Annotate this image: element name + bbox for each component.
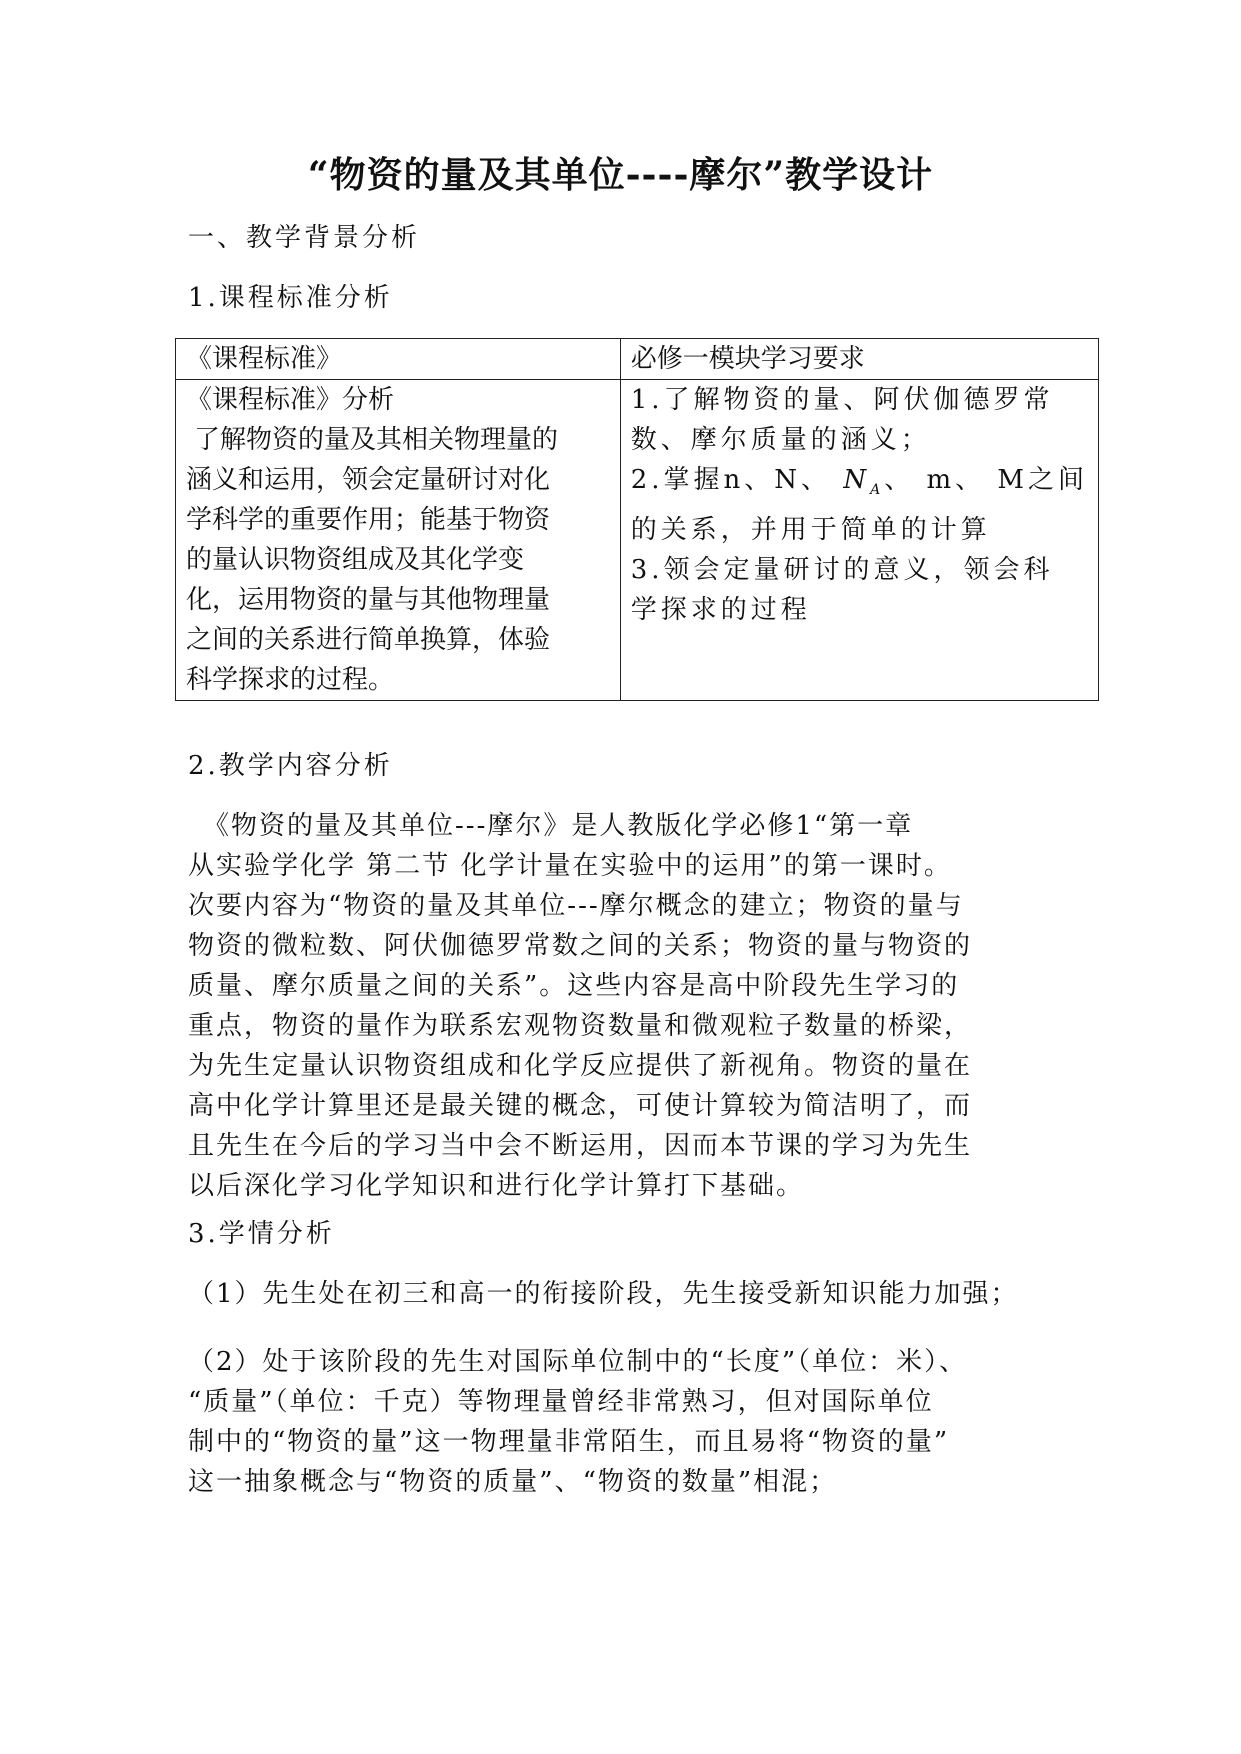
paragraph-line: 质量、摩尔质量之间的关系”。这些内容是高中阶段先生学习的 bbox=[188, 971, 960, 1001]
avogadro-symbol: $N_A$ bbox=[843, 465, 885, 499]
paragraph-line: （2）处于该阶段的先生对国际单位制中的“长度”（单位：米）、 bbox=[188, 1347, 968, 1377]
requirement-line: 1.了解物资的量、阿伏伽德罗常 bbox=[630, 385, 1054, 415]
paragraph-line: 《物资的量及其单位---摩尔》是人教版化学必修1“第一章 bbox=[188, 811, 914, 841]
table-header-cell: 必修一模块学习要求 bbox=[620, 339, 1098, 380]
table-cell-standard-analysis bbox=[176, 380, 621, 701]
paragraph-line: 物资的微粒数、阿伏伽德罗常数之间的关系；物资的量与物资的 bbox=[188, 931, 973, 961]
paragraph-line: 以后深化学习化学知识和进行化学计算打下基础。 bbox=[188, 1171, 805, 1201]
table-header-cell: 《课程标准》 bbox=[176, 339, 621, 380]
subheading-curriculum-standard: 1.课程标准分析 bbox=[188, 283, 393, 313]
paragraph-line: 重点，物资的量作为联系宏观物资数量和微观粒子数量的桥梁， bbox=[188, 1011, 973, 1041]
paragraph-line: 且先生在今后的学习当中会不断运用，因而本节课的学习为先生 bbox=[188, 1131, 973, 1161]
content-analysis-paragraph bbox=[188, 806, 1068, 1206]
requirement-line: 学探求的过程 bbox=[630, 595, 811, 626]
curriculum-standard-table bbox=[175, 338, 1099, 701]
cell-line: 了解物资的量及其相关物理量的 bbox=[194, 425, 559, 455]
paragraph-line: 这一抽象概念与“物资的质量”、“物资的数量”相混； bbox=[188, 1467, 838, 1497]
subheading-content-analysis: 2.教学内容分析 bbox=[188, 751, 393, 781]
table-row bbox=[176, 380, 1099, 701]
cell-heading: 《课程标准》分析 bbox=[186, 385, 395, 415]
table-header-row bbox=[176, 339, 1099, 380]
paragraph-line: “质量”（单位：千克）等物理量曾经非常熟习，但对国际单位 bbox=[188, 1387, 934, 1417]
document-title: “物资的量及其单位----摩尔”教学设计 bbox=[307, 154, 934, 196]
requirement-line bbox=[631, 460, 1088, 510]
paragraph-line: （1）先生处在初三和高一的衔接阶段，先生接受新知识能力加强； bbox=[188, 1279, 1019, 1309]
requirement-line: 数、摩尔质量的涵义； bbox=[630, 425, 931, 455]
requirement-text: 、 m、 M之间 bbox=[884, 465, 1088, 495]
cell-line: 学科学的重要作用；能基于物资 bbox=[186, 505, 551, 535]
student-analysis-item-2 bbox=[188, 1342, 1088, 1502]
section-heading-background: 一、教学背景分析 bbox=[188, 223, 421, 253]
cell-line: 化，运用物资的量与其他物理量 bbox=[186, 585, 551, 615]
paragraph-line: 高中化学计算里还是最关键的概念，可使计算较为简洁明了，而 bbox=[188, 1091, 973, 1121]
table-cell-module-requirements bbox=[620, 380, 1098, 701]
paragraph-line: 从实验学化学 第二节 化学计量在实验中的运用”的第一课时。 bbox=[188, 851, 952, 881]
cell-line: 的量认识物资组成及其化学变 bbox=[186, 545, 525, 575]
student-analysis-item-1 bbox=[188, 1274, 1088, 1314]
cell-line: 之间的关系进行简单换算，体验 bbox=[186, 625, 551, 655]
requirement-line: 的关系，并用于简单的计算 bbox=[630, 515, 991, 546]
requirement-text: 2.掌握n、N、 bbox=[630, 465, 844, 495]
cell-line: 科学探求的过程。 bbox=[186, 665, 395, 695]
requirement-line: 3.领会定量研讨的意义，领会科 bbox=[630, 555, 1054, 586]
paragraph-line: 为先生定量认识物资组成和化学反应提供了新视角。物资的量在 bbox=[188, 1051, 973, 1081]
cell-line: 涵义和运用，领会定量研讨对化 bbox=[186, 465, 551, 495]
paragraph-line: 次要内容为“物资的量及其单位---摩尔概念的建立；物资的量与 bbox=[188, 891, 964, 921]
subheading-student-analysis: 3.学情分析 bbox=[188, 1219, 335, 1249]
paragraph-line: 制中的“物资的量”这一物理量非常陌生，而且易将“物资的量” bbox=[188, 1427, 950, 1457]
